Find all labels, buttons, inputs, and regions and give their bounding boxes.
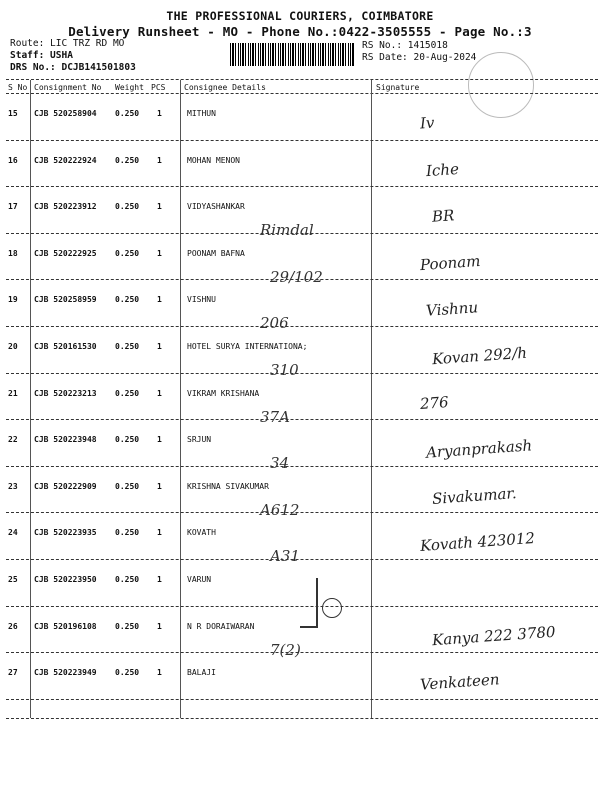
row-consignee-name: VIKRAM KRISHANA bbox=[187, 388, 260, 398]
row-separator bbox=[6, 140, 598, 141]
row-sno: 27 bbox=[8, 668, 18, 678]
row-pcs: 1 bbox=[157, 528, 162, 538]
row-signature: BR bbox=[431, 206, 455, 226]
row-separator bbox=[6, 326, 598, 327]
row-consignee-name: VARUN bbox=[187, 575, 212, 584]
row-signature: Kovan 292/h bbox=[431, 343, 528, 369]
row-consignee-name: KRISHNA SIVAKUMAR bbox=[187, 481, 269, 491]
row-weight: 0.250 bbox=[115, 295, 140, 305]
row-pcs: 1 bbox=[157, 668, 162, 678]
row-signature: Venkateen bbox=[419, 670, 500, 694]
row-signature: Kovath 423012 bbox=[419, 529, 536, 556]
row-pcs: 1 bbox=[157, 575, 162, 584]
row-separator bbox=[6, 279, 598, 280]
rs-date: RS Date: 20-Aug-2024 bbox=[362, 52, 477, 63]
row-weight: 0.250 bbox=[115, 342, 140, 351]
col-signature: Signature bbox=[376, 83, 420, 92]
row-handwritten-note: 310 bbox=[270, 361, 299, 379]
col-consignee: Consignee Details bbox=[184, 83, 266, 92]
row-consignment-no: CJB 520223935 bbox=[34, 528, 97, 538]
row-consignee-name: VISHNU bbox=[187, 295, 216, 305]
stamp-circle bbox=[322, 598, 342, 618]
row-signature: Aryanprakash bbox=[425, 436, 533, 462]
col-weight: Weight bbox=[115, 83, 144, 92]
row-separator bbox=[6, 559, 598, 560]
row-signature: Poonam bbox=[419, 251, 481, 274]
row-separator bbox=[6, 373, 598, 374]
row-separator bbox=[6, 699, 598, 700]
row-handwritten-note: 29/102 bbox=[270, 267, 323, 286]
column-divider-consignee bbox=[180, 80, 181, 718]
row-weight: 0.250 bbox=[115, 481, 140, 491]
row-consignee-name: N R DORAIWARAN bbox=[187, 621, 255, 631]
column-divider-sno bbox=[30, 80, 31, 718]
barcode bbox=[230, 43, 355, 66]
route-label: Route: LIC TRZ RD MO bbox=[10, 38, 125, 49]
row-handwritten-note: 37A bbox=[260, 407, 290, 426]
row-pcs: 1 bbox=[157, 109, 162, 118]
row-pcs: 1 bbox=[157, 621, 162, 631]
stamp-bracket bbox=[300, 578, 318, 628]
row-separator bbox=[6, 512, 598, 513]
row-pcs: 1 bbox=[157, 248, 162, 258]
row-handwritten-note: Rimdal bbox=[260, 221, 314, 240]
row-weight: 0.250 bbox=[115, 668, 140, 678]
row-consignment-no: CJB 520222924 bbox=[34, 155, 97, 165]
col-pcs: PCS bbox=[151, 83, 166, 92]
row-sno: 22 bbox=[8, 435, 18, 445]
row-consignment-no: CJB 520223948 bbox=[34, 435, 97, 445]
row-separator bbox=[6, 466, 598, 467]
row-signature: 276 bbox=[419, 392, 450, 413]
row-sno: 25 bbox=[8, 575, 18, 584]
row-pcs: 1 bbox=[157, 202, 162, 212]
row-sno: 23 bbox=[8, 481, 18, 491]
row-signature: Iv bbox=[419, 113, 436, 133]
row-consignment-no: CJB 520258959 bbox=[34, 295, 97, 305]
row-pcs: 1 bbox=[157, 481, 162, 491]
row-weight: 0.250 bbox=[115, 109, 140, 118]
row-signature: Iche bbox=[425, 159, 460, 180]
runsheet-title: Delivery Runsheet - MO - Phone No.:0422-3505555 - Page No.:3 bbox=[68, 24, 532, 39]
drs-number: DRS No.: DCJB141501803 bbox=[10, 62, 136, 73]
row-pcs: 1 bbox=[157, 435, 162, 445]
row-consignment-no: CJB 520223912 bbox=[34, 202, 97, 212]
row-sno: 18 bbox=[8, 248, 18, 258]
row-pcs: 1 bbox=[157, 155, 162, 165]
row-sno: 15 bbox=[8, 109, 18, 118]
header-rule-bottom bbox=[6, 93, 598, 94]
row-pcs: 1 bbox=[157, 295, 162, 305]
row-handwritten-note: 206 bbox=[260, 314, 289, 333]
row-sno: 21 bbox=[8, 388, 18, 398]
row-handwritten-note: 34 bbox=[270, 454, 290, 473]
row-consignment-no: CJB 520222925 bbox=[34, 248, 97, 258]
row-weight: 0.250 bbox=[115, 528, 140, 538]
row-weight: 0.250 bbox=[115, 388, 140, 398]
row-sno: 20 bbox=[8, 342, 18, 351]
row-consignee-name: MOHAN MENON bbox=[187, 155, 240, 165]
staff-label: Staff: USHA bbox=[10, 50, 73, 61]
row-consignment-no: CJB 520258904 bbox=[34, 109, 97, 118]
row-separator bbox=[6, 186, 598, 187]
row-separator bbox=[6, 652, 598, 653]
row-weight: 0.250 bbox=[115, 575, 140, 584]
row-consignee-name: HOTEL SURYA INTERNATIONA; bbox=[187, 342, 308, 351]
delivery-stamp bbox=[468, 52, 534, 118]
row-handwritten-note: A612 bbox=[260, 500, 300, 519]
row-consignment-no: CJB 520222909 bbox=[34, 481, 97, 491]
row-consignment-no: CJB 520161530 bbox=[34, 342, 97, 351]
row-weight: 0.250 bbox=[115, 155, 140, 165]
row-sno: 24 bbox=[8, 528, 18, 538]
row-consignee-name: MITHUN bbox=[187, 109, 216, 118]
rs-number: RS No.: 1415018 bbox=[362, 40, 448, 51]
row-consignee-name: VIDYASHANKAR bbox=[187, 202, 245, 212]
row-pcs: 1 bbox=[157, 342, 162, 351]
row-signature: Vishnu bbox=[425, 298, 479, 321]
row-sno: 26 bbox=[8, 621, 18, 631]
row-consignee-name: BALAJI bbox=[187, 668, 216, 678]
row-consignment-no: CJB 520223949 bbox=[34, 668, 97, 678]
page-title: THE PROFESSIONAL COURIERS, COIMBATORE bbox=[166, 9, 434, 23]
row-consignee-name: SRJUN bbox=[187, 435, 212, 445]
row-consignee-name: POONAM BAFNA bbox=[187, 248, 245, 258]
row-separator bbox=[6, 419, 598, 420]
row-pcs: 1 bbox=[157, 388, 162, 398]
row-consignment-no: CJB 520223213 bbox=[34, 388, 97, 398]
row-consignee-name: KOVATH bbox=[187, 528, 216, 538]
row-signature: Kanya 222 3780 bbox=[431, 622, 557, 649]
row-weight: 0.250 bbox=[115, 621, 140, 631]
row-sno: 17 bbox=[8, 202, 18, 212]
bottom-rule bbox=[6, 718, 598, 719]
row-consignment-no: CJB 520196108 bbox=[34, 621, 97, 631]
column-divider-signature bbox=[371, 80, 372, 718]
row-consignment-no: CJB 520223950 bbox=[34, 575, 97, 584]
header-rule-top bbox=[6, 79, 598, 80]
row-handwritten-note: A31 bbox=[270, 547, 300, 566]
row-signature: Sivakumar. bbox=[431, 483, 518, 508]
row-weight: 0.250 bbox=[115, 202, 140, 212]
row-separator bbox=[6, 233, 598, 234]
row-sno: 19 bbox=[8, 295, 18, 305]
row-handwritten-note: 7(2) bbox=[270, 640, 301, 659]
row-weight: 0.250 bbox=[115, 248, 140, 258]
row-sno: 16 bbox=[8, 155, 18, 165]
row-weight: 0.250 bbox=[115, 435, 140, 445]
col-consignment: Consignment No bbox=[34, 83, 102, 92]
col-sno: S No bbox=[8, 83, 28, 92]
